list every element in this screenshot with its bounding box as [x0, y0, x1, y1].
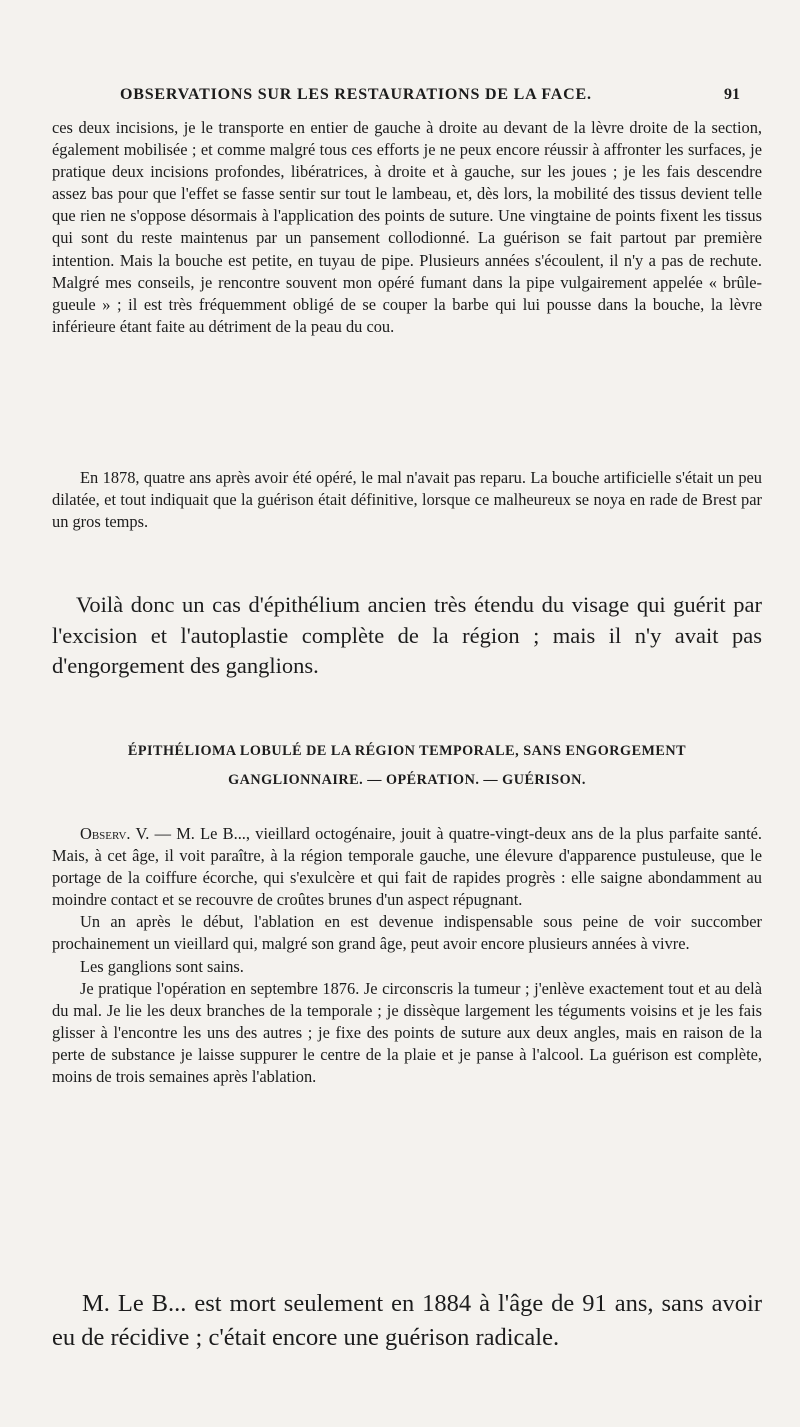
- section-title: [52, 737, 762, 795]
- paragraph-2: En 1878, quatre ans après avoir été opéré, le mal n'avait pas reparu. La bouche artificielle s'était un peu dilatée, et tout indiquait que la guérison était définitive, lorsque ce malheureux se noya en rade de Brest par un gros temps.: [52, 468, 762, 532]
- conclusion-2: M. Le B... est mort seulement en 1884 à l'âge de 91 ans, sans avoir eu de récidive ; c'était encore une guérison radicale.: [52, 1290, 762, 1351]
- observation-text-1: — M. Le B..., vieillard octogénaire, jouit à quatre-vingt-deux ans de la plus parfaite santé. Mais, à cet âge, il voit paraître, à la région temporale gauche, une élevure d'apparence pustuleuse, que le portage de la coiffure écorche, qui s'exulcère et qui fait de rapides progrès : elle saigne abondamment au moindre contact et se recouvre de croûtes brunes d'un aspect répugnant.: [52, 824, 762, 910]
- page-header: [60, 86, 740, 110]
- page-number: 91: [724, 86, 740, 103]
- observation-paragraph-2: Un an après le début, l'ablation en est devenue indispensable sous peine de voir succomber prochainement un vieillard qui, malgré son grand âge, peut avoir encore plusieurs années à vivre.: [52, 912, 762, 954]
- section-title-line-2: GANGLIONNAIRE. — OPÉRATION. — GUÉRISON.: [228, 772, 586, 788]
- observation-paragraph-1: [52, 823, 762, 911]
- paragraph-1: ces deux incisions, je le transporte en entier de gauche à droite au devant de la lèvre droite de la section, également mobilisée ; et comme malgré tous ces efforts je ne peux encore réussir à affronter les surfaces, je pratique deux incisions profondes, libératrices, à droite et à gauche, sur les joues ; je les fais descendre assez bas pour que l'effet se fasse sentir sur tout le lambeau, et, dès lors, la mobilité des tissus devient telle que rien ne s'oppose désormais à l'application des points de suture. Une vingtaine de points fixent les tissus qui sont du reste maintenus par un pansement collodionné. La guérison se fait partout par première intention. Mais la bouche est petite, en tuyau de pipe. Plusieurs années s'écoulent, il n'y a pas de rechute. Malgré mes conseils, je rencontre souvent mon opéré fumant dans la pipe vulgairement appelée « brûle-gueule » ; il est très fréquemment obligé de se couper la barbe qui lui pousse dans la bouche, la lèvre inférieure étant faite au détriment de la peau du cou.: [52, 118, 762, 336]
- section-title-line-1: ÉPITHÉLIOMA LOBULÉ DE LA RÉGION TEMPORALE, SANS ENGORGEMENT: [127, 743, 687, 759]
- running-title: OBSERVATIONS SUR LES RESTAURATIONS DE LA FACE.: [120, 86, 592, 103]
- observation-label: Observ. V.: [80, 824, 150, 843]
- paragraph-2-block: [52, 467, 762, 533]
- observation-paragraph-4: Je pratique l'opération en septembre 1876. Je circonscris la tumeur ; j'enlève exactement tout et au delà du mal. Je lie les deux branches de la temporale ; je dissèque largement les téguments voisins et je les fais glisser à l'encontre les uns des autres ; je fixe des points de suture aux deux angles, mais en raison de la perte de substance je laisse suppurer le centre de la plaie et je panse à l'alcool. La guérison est complète, moins de trois semaines après l'ablation.: [52, 978, 762, 1087]
- conclusion-1-block: [52, 590, 762, 682]
- paragraph-1-block: [52, 117, 762, 338]
- conclusion-2-block: [52, 1287, 762, 1355]
- observation-paragraph-3: Les ganglions sont sains.: [80, 956, 244, 976]
- observation-block: [52, 823, 762, 1088]
- conclusion-1: Voilà donc un cas d'épithélium ancien très étendu du visage qui guérit par l'excision et l'autoplastie complète de la région ; mais il n'y avait pas d'engorgement des ganglions.: [52, 592, 762, 678]
